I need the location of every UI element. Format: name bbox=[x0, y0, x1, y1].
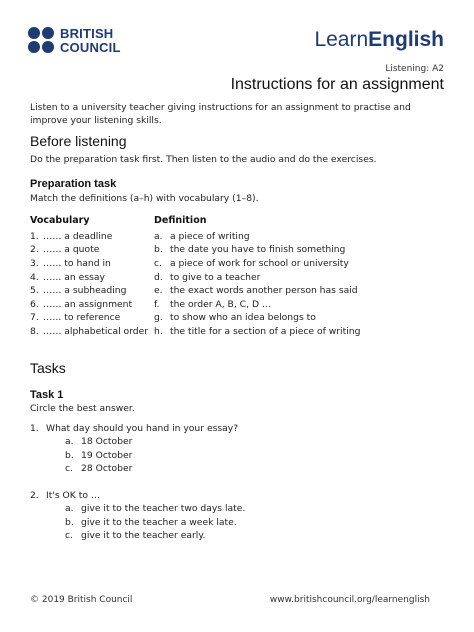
vocab-item: …… an assignment bbox=[43, 299, 133, 310]
table-row bbox=[30, 231, 450, 244]
definition-letter: b. bbox=[154, 244, 163, 255]
option-letter: a. bbox=[65, 503, 74, 514]
definition-text: the date you have to finish something bbox=[170, 244, 346, 255]
vocab-item: …… a deadline bbox=[43, 231, 113, 242]
question-text: What day should you hand in your essay? bbox=[46, 423, 239, 434]
definition-letter: f. bbox=[154, 299, 160, 310]
option-letter: a. bbox=[65, 436, 74, 447]
definition-letter: e. bbox=[154, 285, 163, 296]
level-label: Listening: A2 bbox=[385, 64, 444, 74]
definition-text: to show who an idea belongs to bbox=[170, 312, 316, 323]
definition-text: a piece of writing bbox=[170, 231, 250, 242]
definition-letter: h. bbox=[154, 326, 163, 337]
definition-letter: d. bbox=[154, 272, 163, 283]
question-number: 1. bbox=[30, 423, 39, 434]
vocab-number: 6. bbox=[30, 299, 39, 310]
definition-letter: g. bbox=[154, 312, 163, 323]
table-row bbox=[30, 326, 450, 339]
option-text: give it to the teacher two days late. bbox=[81, 503, 246, 514]
table-row bbox=[30, 258, 450, 271]
table-row bbox=[30, 244, 450, 257]
table-row bbox=[30, 285, 450, 298]
preparation-task-heading: Preparation task bbox=[30, 178, 117, 190]
footer-url-link[interactable]: www.britishcouncil.org/learnenglish bbox=[269, 595, 430, 605]
option-letter: c. bbox=[65, 530, 73, 541]
vocab-number: 1. bbox=[30, 231, 39, 242]
option-text: give it to the teacher early. bbox=[81, 530, 206, 541]
option-text: give it to the teacher a week late. bbox=[81, 517, 237, 528]
vocab-number: 4. bbox=[30, 272, 39, 283]
before-listening-text: Do the preparation task first. Then listen to the audio and do the exercises. bbox=[30, 154, 377, 165]
question-text: It's OK to … bbox=[46, 490, 101, 501]
vocab-item: …… a subheading bbox=[43, 285, 127, 296]
preparation-instruction: Match the definitions (a–h) with vocabulary (1–8). bbox=[30, 193, 259, 204]
option-letter: b. bbox=[65, 517, 74, 528]
table-row bbox=[30, 272, 450, 285]
definition-letter: a. bbox=[154, 231, 163, 242]
option-letter: c. bbox=[65, 463, 73, 474]
vocab-item: …… to hand in bbox=[43, 258, 111, 269]
definition-letter: c. bbox=[154, 258, 162, 269]
table-row bbox=[30, 312, 450, 325]
definition-text: to give to a teacher bbox=[170, 272, 261, 283]
definition-text: the title for a section of a piece of writing bbox=[170, 326, 361, 337]
option-text: 18 October bbox=[81, 436, 133, 447]
brand-line1: BRITISH bbox=[60, 26, 114, 41]
option-letter: b. bbox=[65, 450, 74, 461]
logo-learn: Learn bbox=[314, 28, 369, 51]
footer-copyright: © 2019 British Council bbox=[30, 595, 133, 605]
brand-line2: COUNCIL bbox=[60, 40, 121, 55]
definition-text: a piece of work for school or university bbox=[170, 258, 349, 269]
task1-heading: Task 1 bbox=[30, 389, 64, 401]
vocab-number: 2. bbox=[30, 244, 39, 255]
vocab-item: …… a quote bbox=[43, 244, 100, 255]
definition-text: the exact words another person has said bbox=[170, 285, 358, 296]
logo-dots-icon bbox=[28, 27, 56, 55]
vocab-number: 3. bbox=[30, 258, 39, 269]
option-text: 28 October bbox=[81, 463, 133, 474]
vocab-item: …… an essay bbox=[43, 272, 105, 283]
intro-text: Listen to a university teacher giving instructions for an assignment to practise and improve your listening skills. bbox=[30, 102, 411, 126]
brand-name bbox=[60, 27, 121, 55]
definition-column-header: Definition bbox=[154, 215, 207, 226]
vocab-number: 7. bbox=[30, 312, 39, 323]
vocab-number: 8. bbox=[30, 326, 39, 337]
vocab-item: …… alphabetical order bbox=[43, 326, 149, 337]
british-council-logo bbox=[28, 27, 138, 55]
task1-instruction: Circle the best answer. bbox=[30, 403, 135, 414]
logo-english: English bbox=[368, 28, 444, 51]
question-number: 2. bbox=[30, 490, 39, 501]
table-row bbox=[30, 299, 450, 312]
page-title: Instructions for an assignment bbox=[230, 76, 444, 93]
before-listening-heading: Before listening bbox=[30, 133, 127, 149]
vocab-number: 5. bbox=[30, 285, 39, 296]
vocabulary-column-header: Vocabulary bbox=[30, 215, 90, 226]
vocab-item: …… to reference bbox=[43, 312, 121, 323]
learnenglish-logo bbox=[314, 28, 444, 52]
definition-text: the order A, B, C, D … bbox=[170, 299, 272, 310]
option-text: 19 October bbox=[81, 450, 133, 461]
tasks-heading: Tasks bbox=[30, 360, 66, 376]
